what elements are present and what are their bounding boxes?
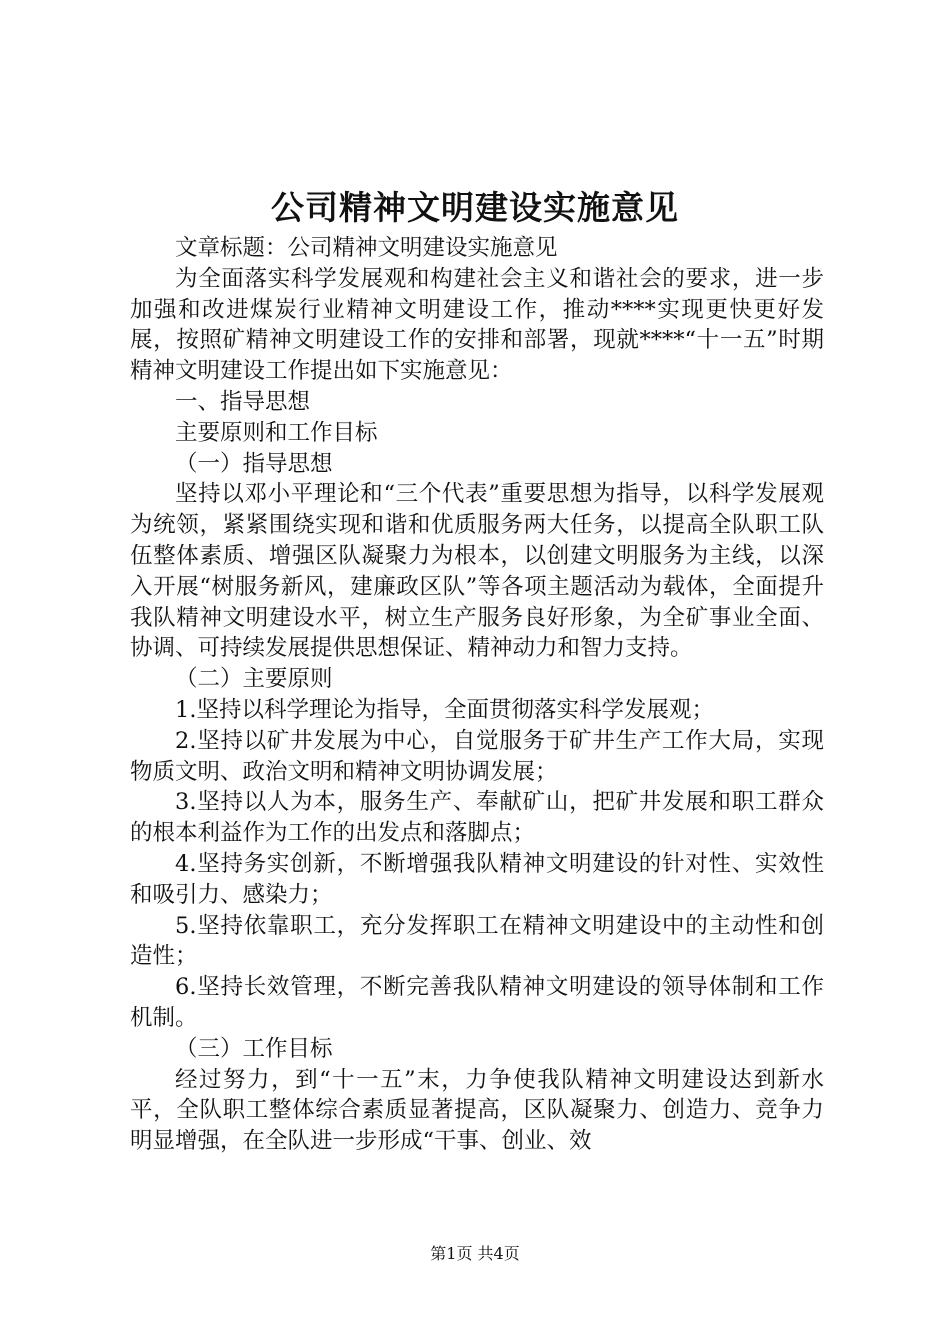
document-title: 公司精神文明建设实施意见	[271, 188, 679, 227]
principle-item-4: 4.坚持务实创新，不断增强我队精神文明建设的针对性、实效性和吸引力、感染力；	[130, 850, 824, 908]
page-footer: 第1页 共4页	[430, 1244, 520, 1263]
heading-guiding-ideology: 一、指导思想	[175, 388, 311, 415]
subheading-work-goals: （三）工作目标	[175, 1035, 333, 1062]
paragraph-work-goals: 经过努力，到“十一五”末，力争使我队精神文明建设达到新水平，全队职工整体综合素质显著提高，区队凝聚力、创造力、竞争力明显增强，在全队进一步形成“干事、创业、效	[130, 1066, 824, 1155]
subheading-main-principles: （二）主要原则	[175, 666, 333, 693]
subheading-guiding-ideology: （一）指导思想	[175, 450, 333, 477]
paragraph-article-title: 文章标题：公司精神文明建设实施意见	[175, 235, 558, 261]
principle-item-3: 3.坚持以人为本，服务生产、奉献矿山，把矿井发展和职工群众的根本利益作为工作的出发点和落脚点；	[130, 789, 824, 847]
principle-item-1: 1.坚持以科学理论为指导，全面贯彻落实科学发展观；	[175, 696, 714, 723]
principle-item-6: 6.坚持长效管理，不断完善我队精神文明建设的领导体制和工作机制。	[130, 974, 824, 1031]
paragraph-intro: 为全面落实科学发展观和构建社会主义和谐社会的要求，进一步加强和改进煤炭行业精神文明建设工作，推动****实现更快更好发展，按照矿精神文明建设工作的安排和部署，现就****“十一五”时期精神文明建设工作提出如下实施意见：	[130, 265, 824, 385]
principle-item-5: 5.坚持依靠职工，充分发挥职工在精神文明建设中的主动性和创造性；	[130, 912, 824, 970]
document-body	[130, 233, 824, 1157]
principle-item-2: 2.坚持以矿井发展为中心，自觉服务于矿井生产工作大局，实现物质文明、政治文明和精神文明协调发展；	[130, 727, 824, 785]
paragraph-guiding-ideology: 坚持以邓小平理论和“三个代表”重要思想为指导，以科学发展观为统领，紧紧围绕实现和谐和优质服务两大任务，以提高全队职工队伍整体素质、增强区队凝聚力为根本，以创建文明服务为主线，以深入开展“树服务新风，建廉政区队”等各项主题活动为载体，全面提升我队精神文明建设水平，树立生产服务良好形象，为全矿事业全面、协调、可持续发展提供思想保证、精神动力和智力支持。	[130, 481, 824, 662]
heading-principles-goals: 主要原则和工作目标	[175, 419, 378, 446]
